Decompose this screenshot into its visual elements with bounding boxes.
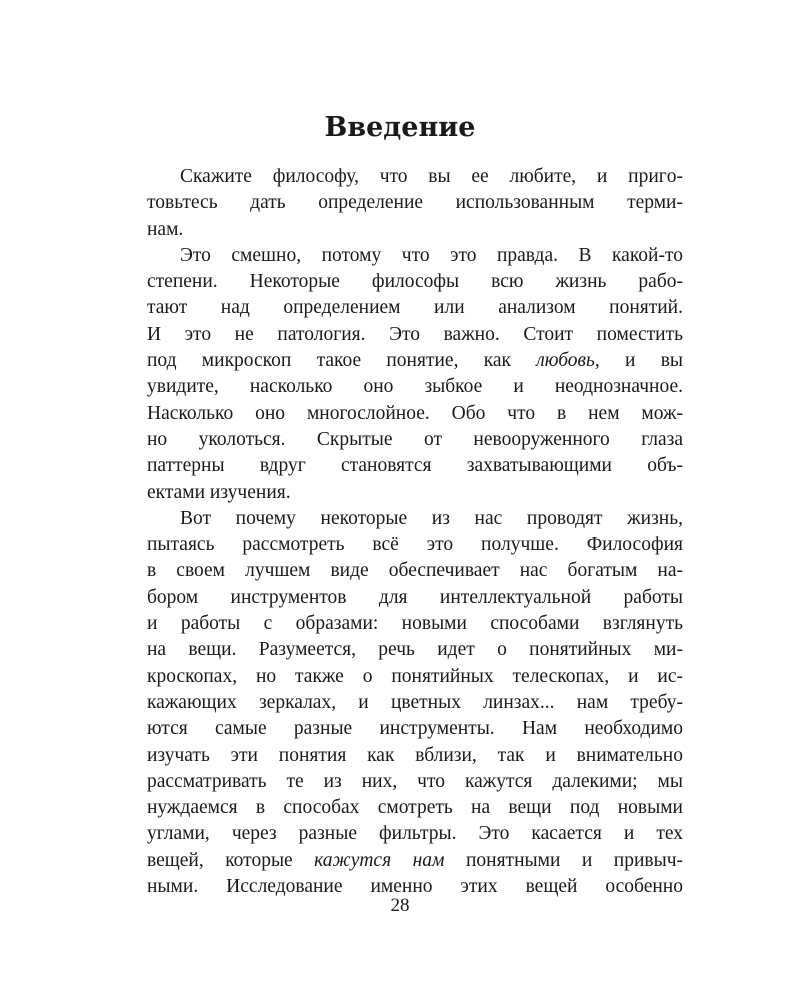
text-line: увидите, насколько оно зыбкое и неоднозначное. bbox=[147, 376, 683, 398]
page-number: 28 bbox=[390, 895, 410, 916]
text-line bbox=[147, 848, 683, 874]
text-line: Насколько оно многослойное. Обо что в нем мож- bbox=[147, 402, 683, 424]
text-line: степени. Некоторые философы всю жизнь рабо- bbox=[147, 271, 683, 293]
text-line: нуждаемся в способах смотреть на вещи под новыми bbox=[147, 797, 683, 819]
text-line: ектами изучения. bbox=[147, 481, 291, 503]
text-line: на вещи. Разумеется, речь идет о понятийных ми- bbox=[147, 639, 683, 661]
text-line: ются самые разные инструменты. Нам необходимо bbox=[147, 718, 683, 740]
text-line: нам. bbox=[147, 218, 184, 240]
text-line: тают над определением или анализом понятий. bbox=[147, 297, 683, 319]
text-line: Это смешно, потому что это правда. В какой-то bbox=[180, 244, 683, 266]
text-line: кроскопах, но также о понятийных телескопах, и ис- bbox=[147, 665, 683, 687]
text-line: товьтесь дать определение использованным терми- bbox=[147, 192, 683, 214]
text-line: и работы с образами: новыми способами взглянуть bbox=[147, 613, 683, 635]
text-segment: под микроскоп такое понятие, как bbox=[147, 350, 537, 372]
text-line: И это не патология. Это важно. Стоит поместить bbox=[147, 323, 683, 345]
text-line: Вот почему некоторые из нас проводят жизнь, bbox=[180, 507, 683, 529]
italic-term: любовь bbox=[536, 350, 595, 372]
body-text bbox=[147, 164, 683, 900]
italic-term: кажутся нам bbox=[314, 849, 445, 871]
text-line: ными. Исследование именно этих вещей особенно bbox=[147, 876, 683, 898]
text-line: углами, через разные фильтры. Это касается и тех bbox=[147, 823, 683, 845]
text-line: рассматривать те из них, что кажутся далекими; мы bbox=[147, 770, 683, 792]
text-line: в своем лучшем виде обеспечивает нас богатым на- bbox=[147, 560, 683, 582]
chapter-title: Введение bbox=[324, 112, 476, 143]
text-segment: , и вы bbox=[594, 350, 683, 372]
text-segment: понятными и привыч- bbox=[444, 849, 683, 871]
text-line: кажающих зеркалах, и цветных линзах... нам требу- bbox=[147, 691, 683, 713]
text-line: изучать эти понятия как вблизи, так и внимательно bbox=[147, 744, 683, 766]
text-line bbox=[147, 348, 683, 374]
text-line: паттерны вдруг становятся захватывающими объ- bbox=[147, 455, 683, 477]
text-line: пытаясь рассмотреть всё это получше. Философия bbox=[147, 534, 683, 556]
text-line: бором инструментов для интеллектуальной работы bbox=[147, 586, 683, 608]
text-line: но уколоться. Скрытые от невооруженного глаза bbox=[147, 428, 683, 450]
text-segment: вещей, которые bbox=[147, 849, 315, 871]
text-line: Скажите философу, что вы ее любите, и пригo- bbox=[180, 166, 683, 187]
